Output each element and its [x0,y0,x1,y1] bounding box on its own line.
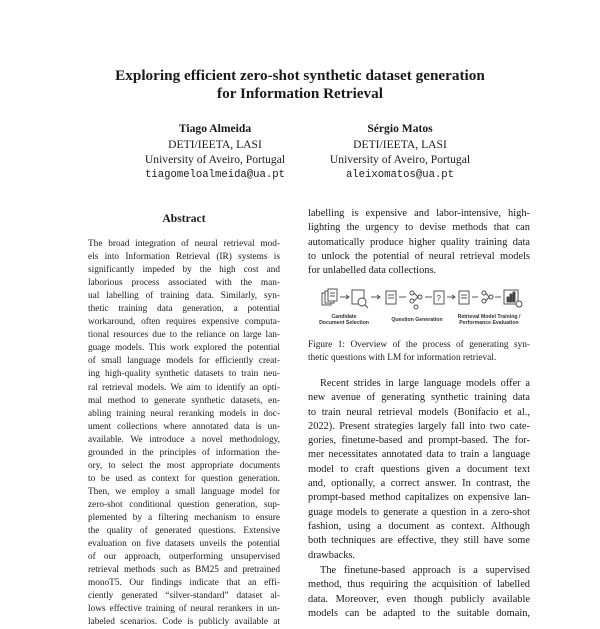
neural-network-icon [410,291,422,309]
text-line: labelling is expensive and labor-intensive, high- [308,208,530,219]
author-university: University of Aveiro, Portugal [329,153,471,166]
document-stack-icon [322,289,337,305]
figure-label-line: Document Selection [319,320,369,326]
figure-diagram [316,287,526,313]
text-line: The finetune-based approach is a supervised [320,565,530,576]
text-line: Figure 1: Overview of the process of generating syn- [308,340,530,350]
text-line: evaluation on five datasets unveils the potential [88,539,280,550]
title-line-1: Exploring efficient zero-shot synthetic dataset generation [115,67,485,84]
figure-label-generation [382,317,452,323]
text-line: laborious process associated with the man- [88,278,280,289]
body-paragraph-3 [308,564,530,621]
figure-label-line: Candidate [331,314,357,320]
figure-label-text [316,314,372,326]
author-name: Tiago Almeida [178,122,252,135]
text-line: 2022). Present strategies largely fall into two cate- [308,420,530,432]
author-affiliation: DETI/IEETA, LASI [168,137,262,151]
author-affiliation: DETI/IEETA, LASI [353,137,447,151]
figure-label-selection [316,314,372,326]
paper-title [0,67,600,103]
text-line: els into Information Retrieval (IR) systems is [88,252,280,263]
abstract-heading: Abstract [162,212,206,225]
document-icon [386,291,396,304]
text-line: models can be adapted to the suitable domain, [308,607,530,619]
text-line: ing high-quality synthetic datasets to train neu- [88,369,280,380]
svg-text:?: ? [436,294,441,303]
text-line: ual labelling of training data. Similarly, syn- [88,291,280,302]
text-line: for unlabelled data collections. [308,265,437,277]
text-line: mal method to generate synthetic datasets, en- [88,395,280,406]
text-line: guage models. This work explored the potential [88,343,280,354]
text-line: monoT5. Our findings indicate that an effi- [88,578,280,589]
text-line: to be used as context for question generation. [88,473,280,484]
author-university: University of Aveiro, Portugal [144,153,286,166]
author-block-1 [100,121,330,183]
question-icon [434,291,444,304]
text-line: data. Moreover, even though publicly available [308,593,530,605]
author-email[interactable]: tiagomeloalmeida@ua.pt [145,168,285,181]
text-line: new avenue of generating synthetic training data [308,392,530,404]
author-name: Sérgio Matos [367,122,433,135]
text-line: grounded in the principles of information the- [88,447,280,458]
author-block-2 [300,121,500,183]
figure-label-text [452,314,526,326]
text-line: thetic training data generation, a potential [88,304,280,315]
text-line: model to craft questions given a document text [308,463,530,475]
text-line: available. We introduce a novel methodology, [88,434,280,445]
text-line: labeled scenarios. Code is publicly available at [88,617,280,628]
figure-label-line: Retrieval Model Training / [457,314,521,320]
text-line: thetic questions with LM for information retrieval. [308,352,497,363]
figure-label-text [382,317,452,323]
text-line: automatically produce higher quality training data [308,236,530,248]
text-line: ument collections where annotated data is un- [88,421,280,432]
abstract-body [88,238,280,629]
author-email[interactable]: aleixomatos@ua.pt [345,168,455,181]
body-paragraph-2 [308,377,530,563]
text-line: retrieval methods such as BM25 and pretrained [88,565,280,576]
text-line: ory, to select the most appropriate documents [88,460,280,471]
text-line: zero-shot conditional question generation, sup- [88,499,280,510]
text-line: method, thus requiring the acquisition of labelled [308,579,530,591]
text-line: plemented by a filtering mechanism to ensure [88,512,280,523]
figure-label-line: Performance Evaluation [459,320,519,326]
text-line: guage models to generate a question in a zero-shot [308,506,530,518]
title-line-2: for Information Retrieval [217,85,383,102]
text-line: Recent strides in large language models offer a [320,378,530,389]
text-line: to train neural retrieval models (Bonifacio et al., [308,406,530,418]
text-line: prompt-based method capitalizes on expensive lan- [308,492,530,504]
text-line: of small language models for efficiently creat- [88,356,280,367]
text-line: lows effective training of neural rerankers in un- [88,604,280,615]
text-line: gories, finetune-based and prompt-based. The for- [308,435,530,447]
text-line: abling training neural reranking models in doc- [88,408,280,419]
text-line: and, optionally, a correct answer. In contrast, the [308,478,530,490]
text-line: tional resources due to the reliance on large lan- [88,330,280,341]
text-line: lighting the urgency to devise methods that can [308,222,530,234]
text-line: fashion, using a document as context. Although [308,520,530,532]
figure-label-training [452,314,526,326]
figure-label-line: Question Generation [391,317,443,323]
chart-icon [504,290,522,307]
text-line: significantly impeded by the high cost and [88,265,280,276]
figure-caption [308,339,530,364]
text-line: of our approach, outperforming unsupervised [88,552,280,563]
intro-paragraph [308,207,530,278]
text-line: ral retrieval models. We aim to identify an opti- [88,382,280,393]
magnifier-icon [352,290,368,308]
text-line: to unlock the potential of neural retrieval models [308,250,530,262]
figure-1 [316,287,526,329]
text-line: the quality of generated questions. Extensive [88,526,280,537]
text-line: mer necessitates annotated data to train a language [308,449,530,461]
text-line: workaround, often requires expensive computa- [88,317,280,328]
text-line: drawbacks. [308,549,356,561]
text-line: The broad integration of neural retrieval mod- [88,239,280,249]
dataset-icon [459,291,469,304]
text-line: ciently generated “silver-standard” dataset al- [88,591,280,602]
text-line: both techniques are effective, they still have some [308,535,530,547]
text-line: Then, we employ a small language model for [88,486,280,497]
model-icon [482,291,493,303]
